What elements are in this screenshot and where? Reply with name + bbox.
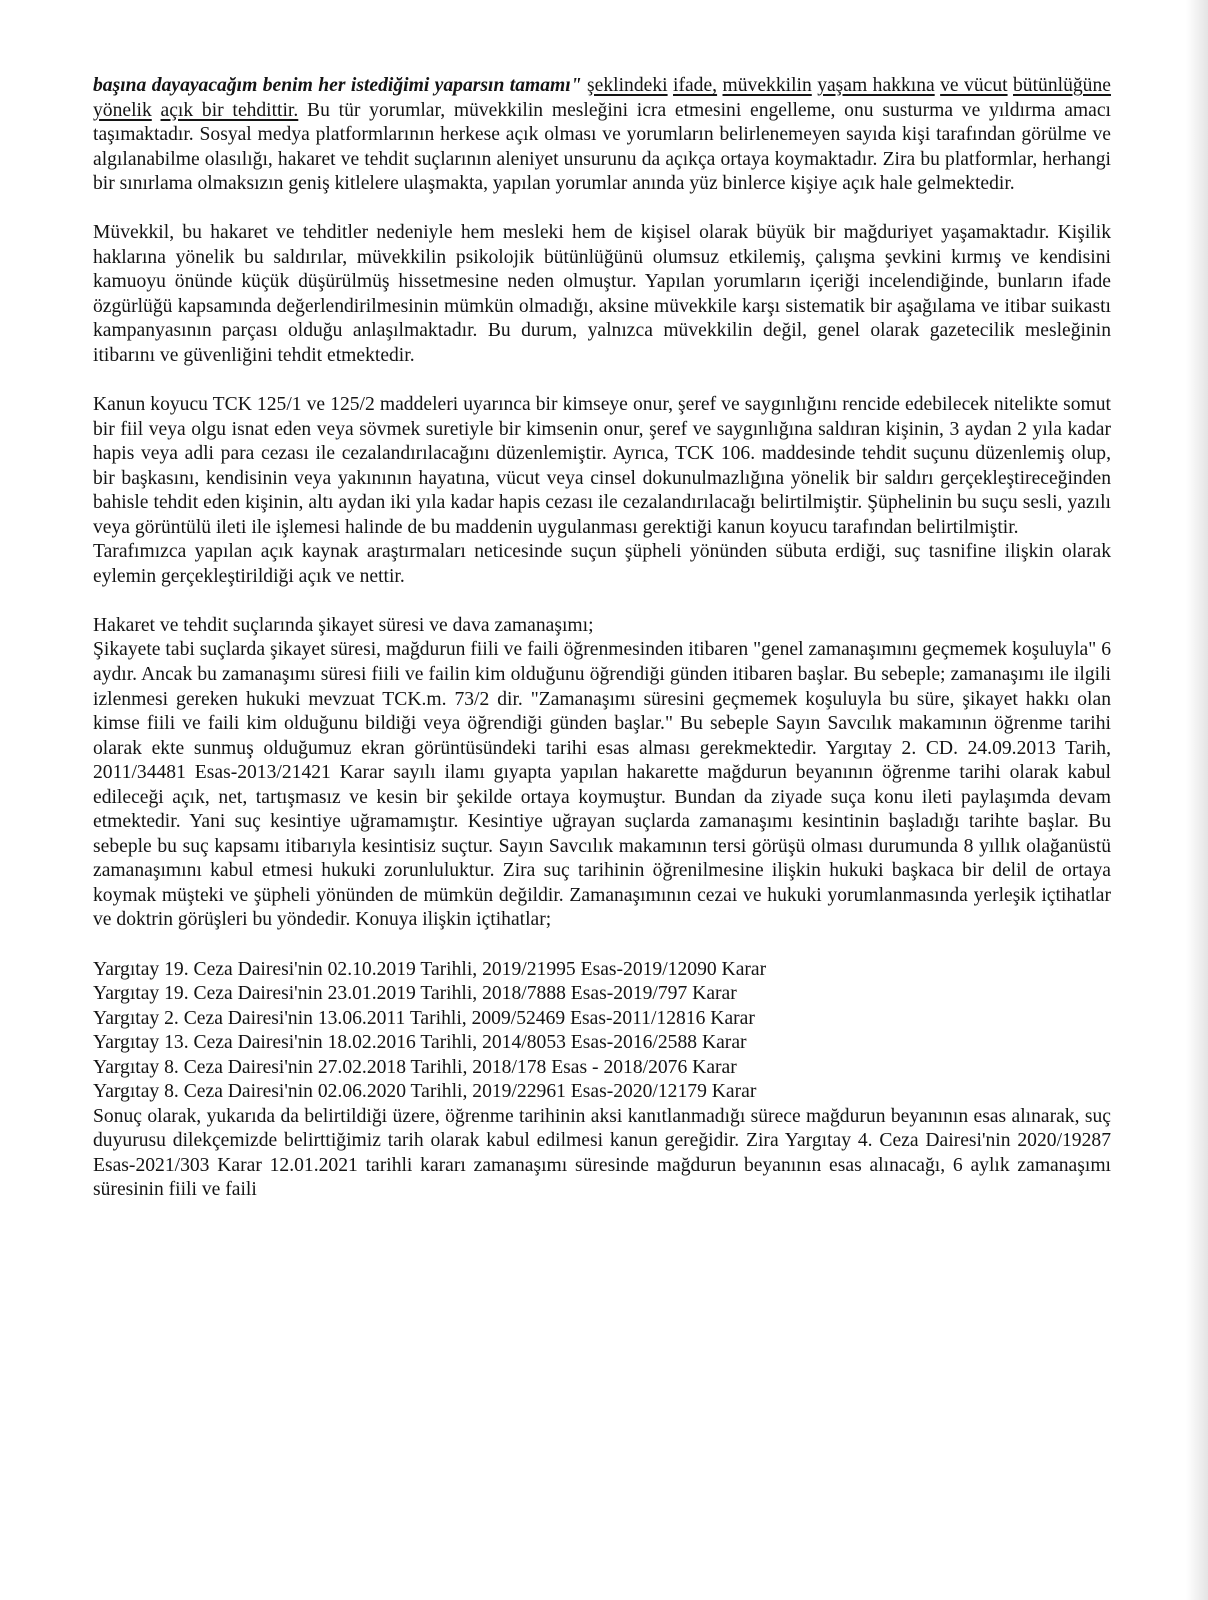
- case-reference: Yargıtay 19. Ceza Dairesi'nin 23.01.2019 Tarihli, 2018/7888 Esas-2019/797 Karar: [93, 983, 737, 1005]
- case-reference: Yargıtay 2. Ceza Dairesi'nin 13.06.2011 Tarihli, 2009/52469 Esas-2011/12816 Karar: [93, 1007, 755, 1029]
- section-heading-limitation: Hakaret ve tehdit suçlarında şikayet süresi ve dava zamanaşımı;: [93, 614, 594, 636]
- bold-italic-quote: başına dayayacağım benim her istediğimi yaparsın tamamı": [93, 75, 582, 96]
- paragraph-limitation-period: Şikayete tabi suçlarda şikayet süresi, mağdurun fiili ve faili öğrenmesinden itibaren "genel zamanaşımını geçmemek koşuluyla" 6 aydır. Ancak bu zamanaşımı süresi fiili ve failin kim olduğunu öğrendiği günden itibaren başlar. Bu sebeple; zamanaşımı ile ilgili izlenmesi gereken hukuki mevzuat TCK.m. 73/2 dir. "Zamanaşımı süresini geçmemek koşuluyla bu süre, şikayet hakkı olan kimse fiili ve faili kim olduğunu bildiği veya öğrendiği günden başlar." Bu sebeple Sayın Savcılık makamının öğrenme tarihi olarak ekte sunmuş olduğumuz ekran görüntüsündeki tarihi esas alması gerekmektedir. Yargıtay 2. CD. 24.09.2013 Tarih, 2011/34481 Esas-2013/21421 Karar sayılı ilamı gıyapta yapılan hakarette mağdurun beyanının öğrenme tarihi olarak kabul edileceği açık, net, tartışmasız ve kesin bir şekilde ortaya koymuştur. Bundan da ziyade suça konu ileti paylaşımda devam etmektedir. Yani suç kesintiye uğramamıştır. Kesintiye uğrayan suçlarda zamanaşımı kesintinin başladığı tarihte başlar. Bu sebeple bu suç kapsamı itibarıyla kesintisiz suçtur. Sayın Savcılık makamının tersi görüşü olması durumunda 8 yıllık olağanüstü zamanaşımını kabul etmesi hukuki zorunluluktur. Zira suç tarihinin öğrenilmesine ilişkin hukuki başkaca bir delil de ortaya koymak müşteki ve şüpheli yönünden de mümkün değildir. Zamanaşımının cezai ve hukuki yorumlanmasında yerleşik içtihatlar ve doktrin görüşleri bu yöndedir. Konuya ilişkin içtihatlar;: [93, 639, 1111, 931]
- underlined-phrase: açık bir tehdittir.: [160, 99, 299, 121]
- paragraph-tck-articles: Kanun koyucu TCK 125/1 ve 125/2 maddeleri uyarınca bir kimseye onur, şeref ve saygınlığını rencide edebilecek nitelikte somut bir fiil veya olgu isnat eden veya sövmek suretiyle bir kimsenin onur, şeref ve saygınlığına saldıran kişinin, 3 aydan 2 yıla kadar hapis veya adli para cezası ile cezalandırılacağını düzenlemiştir. Ayrıca, TCK 106. maddesinde tehdit suçunu düzenlemiş olup, bir başkasını, kendisinin veya yakınının hayatına, vücut veya cinsel dokunulmazlığına yönelik bir saldırı gerçekleştireceğinden bahisle tehdit eden kişinin, altı aydan iki yıla kadar hapis cezası ile cezalandırılacağı belirtilmiştir. Şüphelinin bu suçu sesli, yazılı veya görüntülü ileti ile işlemesi halinde de bu maddenin uygulanması gerektiği kanun koyucu tarafından belirtilmiştir.: [93, 394, 1111, 538]
- paragraph-spacer: [93, 589, 1111, 614]
- underlined-phrase: ve vücut: [940, 75, 1008, 96]
- case-reference: Yargıtay 8. Ceza Dairesi'nin 27.02.2018 Tarihli, 2018/178 Esas - 2018/2076 Karar: [93, 1056, 737, 1078]
- case-reference: Yargıtay 19. Ceza Dairesi'nin 02.10.2019 Tarihli, 2019/21995 Esas-2019/12090 Karar: [93, 958, 767, 980]
- paragraph-threat-assessment: [93, 74, 1111, 197]
- underlined-phrase: bütünlüğüne yönelik: [93, 75, 1111, 121]
- document-body: [93, 74, 1111, 1203]
- underlined-phrase: şeklindeki: [587, 75, 668, 96]
- paragraph-conclusion: Sonuç olarak, yukarıda da belirtildiği üzere, öğrenme tarihinin aksi kanıtlanmadığı sürece mağdurun beyanının esas alınarak, suç duyurusu dilekçemizde belirttiğimiz tarih olarak kabul edilmesi kanun gereğidir. Zira Yargıtay 4. Ceza Dairesi'nin 2020/19287 Esas-2021/303 Karar 12.01.2021 tarihli kararı zamanaşımı süresinde mağdurun beyanının esas alınacağı, 6 aylık zamanaşımı süresinin fiili ve faili: [93, 1105, 1111, 1201]
- paragraph-spacer: [93, 369, 1111, 394]
- underlined-phrase: müvekkilin: [722, 75, 812, 96]
- case-reference: Yargıtay 13. Ceza Dairesi'nin 18.02.2016 Tarihli, 2014/8053 Esas-2016/2588 Karar: [93, 1032, 747, 1054]
- underlined-phrase: yaşam hakkına: [817, 75, 935, 96]
- paragraph-text: Bu tür yorumlar, müvekkilin mesleğini icra etmesini engelleme, onu susturma ve yıldırma amacı taşımaktadır. Sosyal medya platformlarının herkese açık olması ve yorumların belirlenemeyen sayıda kişi tarafından görülme ve algılanabilme olasılığı, hakaret ve tehdit suçlarının aleniyet unsurunu da açıkça ortaya koymaktadır. Zira bu platformlar, herhangi bir sınırlama olmaksızın geniş kitlelere ulaşmakta, yapılan yorumlar anında yüz binlerce kişiye açık hale gelmektedir.: [93, 99, 1111, 195]
- underlined-phrase: ifade,: [673, 75, 718, 96]
- case-reference: Yargıtay 8. Ceza Dairesi'nin 02.06.2020 Tarihli, 2019/22961 Esas-2020/12179 Karar: [93, 1081, 757, 1103]
- paragraph-victimization: Müvekkil, bu hakaret ve tehditler nedeniyle hem mesleki hem de kişisel olarak büyük bir mağduriyet yaşamaktadır. Kişilik haklarına yönelik bu saldırılar, müvekkilin psikolojik bütünlüğünü olumsuz etkilemiş, çalışma şevkini kırmış ve kendisini kamuoyu önünde küçük düşürülmüş hissetmesine neden olmuştur. Yapılan yorumların içeriği incelendiğinde, bunların ifade özgürlüğü kapsamında değerlendirilmesinin mümkün olmadığı, aksine müvekkile karşı sistematik bir aşağılama ve itibar suikastı kampanyasının parçası olduğu anlaşılmaktadır. Bu durum, yalnızca müvekkilin değil, genel olarak gazetecilik mesleğinin itibarını ve güvenliğini tehdit etmektedir.: [93, 222, 1111, 366]
- paragraph-spacer: [93, 197, 1111, 222]
- paragraph-open-source-research: Tarafımızca yapılan açık kaynak araştırmaları neticesinde suçun şüpheli yönünden sübuta erdiği, suç tasnifine ilişkin olarak eylemin gerçekleştirildiği açık ve nettir.: [93, 541, 1111, 587]
- case-law-references: [93, 958, 1111, 1105]
- page-edge-shadow: [1186, 0, 1208, 1600]
- paragraph-spacer: [93, 933, 1111, 958]
